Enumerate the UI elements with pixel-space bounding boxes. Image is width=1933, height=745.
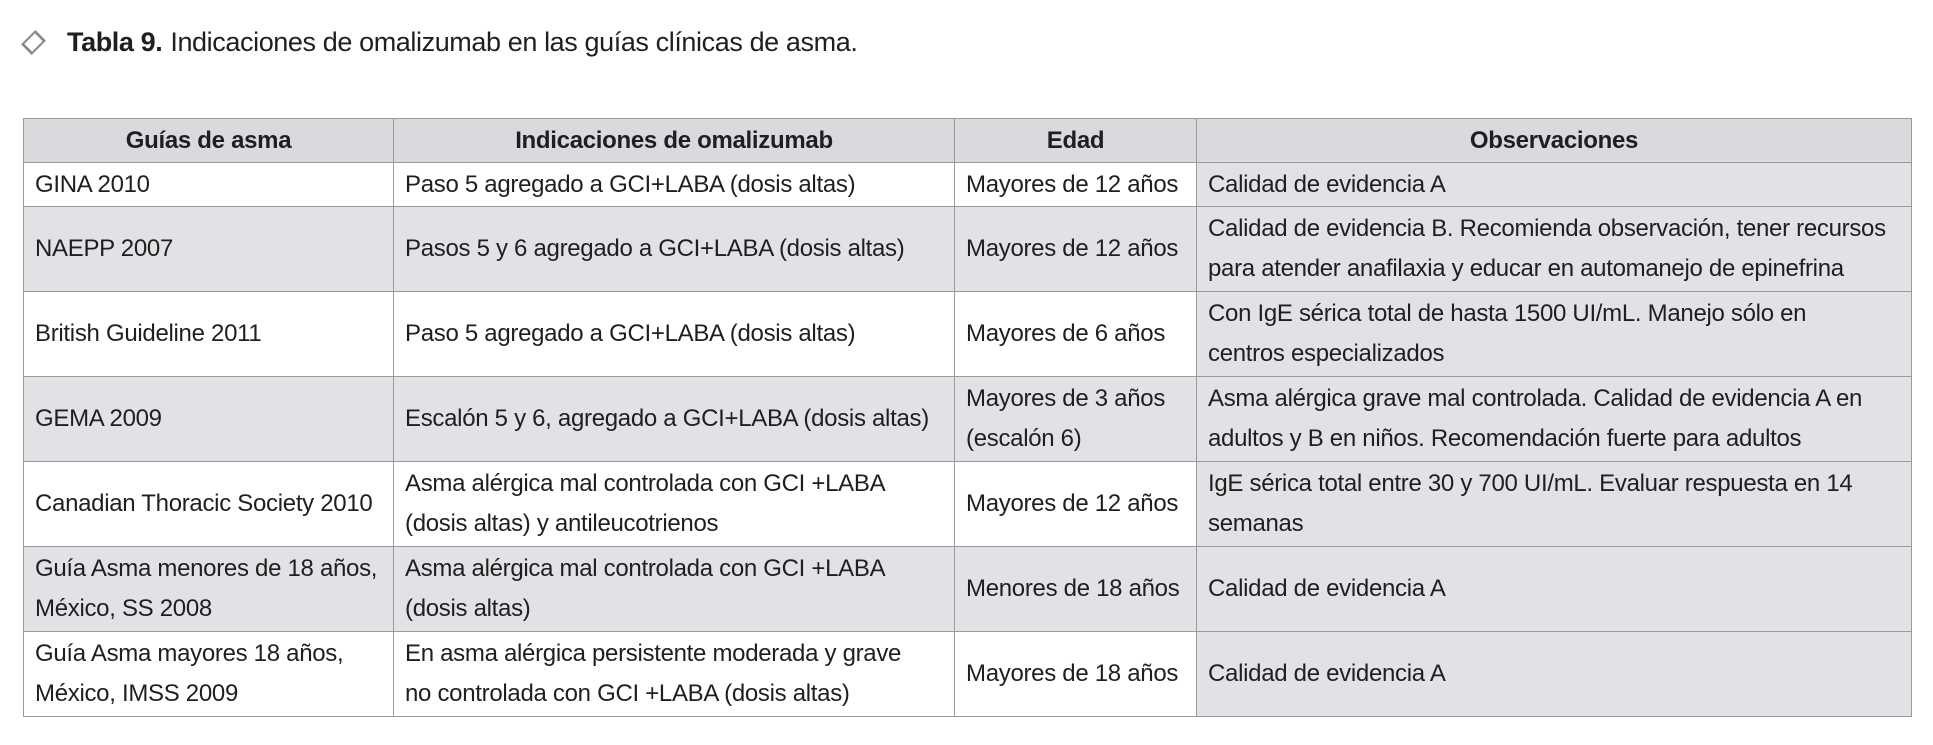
cell-text-line: Paso 5 agregado a GCI+LABA (dosis altas) (405, 320, 856, 347)
cell-edad (955, 207, 1197, 292)
table-caption (22, 20, 857, 64)
cell-observaciones (1197, 632, 1912, 717)
header-observaciones: Observaciones (1197, 119, 1912, 163)
cell-text-line: Mayores de 18 años (966, 660, 1179, 687)
cell-text-line: Calidad de evidencia A (1208, 575, 1446, 602)
cell-indicacion (394, 632, 955, 717)
table-row (24, 547, 1912, 632)
table-title: Indicaciones de omalizumab en las guías clínicas de asma. (170, 26, 858, 57)
cell-text-line: Asma alérgica mal controlada con GCI +LABA (405, 470, 886, 497)
table-row (24, 632, 1912, 717)
cell-indicacion (394, 377, 955, 462)
cell-text-line: NAEPP 2007 (35, 235, 173, 262)
cell-text-line: GINA 2010 (35, 170, 150, 198)
table-row (24, 292, 1912, 377)
cell-text-line: Pasos 5 y 6 agregado a GCI+LABA (dosis altas) (405, 235, 905, 262)
cell-observaciones (1197, 207, 1912, 292)
table-header-row (24, 119, 1912, 163)
header-guias: Guías de asma (24, 119, 394, 163)
cell-indicacion (394, 163, 955, 207)
cell-observaciones (1197, 462, 1912, 547)
cell-edad (955, 163, 1197, 207)
cell-text-line: Guía Asma mayores 18 años, (35, 640, 344, 667)
cell-indicacion (394, 462, 955, 547)
cell-text-line: Mayores de 3 años (966, 385, 1166, 412)
cell-indicacion (394, 207, 955, 292)
cell-text-line: Mayores de 12 años (966, 490, 1179, 517)
cell-guia (24, 163, 394, 207)
cell-edad (955, 377, 1197, 462)
cell-edad (955, 547, 1197, 632)
cell-indicacion (394, 292, 955, 377)
diamond-bullet-icon (21, 30, 46, 55)
cell-text-line: British Guideline 2011 (35, 320, 262, 347)
cell-text-line: (dosis altas) (405, 595, 531, 622)
cell-edad (955, 632, 1197, 717)
cell-guia (24, 207, 394, 292)
cell-text-line: Con IgE sérica total de hasta 1500 UI/mL. Manejo sólo en (1208, 300, 1807, 327)
header-indicaciones: Indicaciones de omalizumab (394, 119, 955, 163)
cell-edad (955, 292, 1197, 377)
cell-text-line: Calidad de evidencia A (1208, 660, 1446, 687)
cell-observaciones (1197, 292, 1912, 377)
cell-indicacion (394, 547, 955, 632)
table-row (24, 207, 1912, 292)
cell-text-line: para atender anafilaxia y educar en automanejo de epinefrina (1208, 255, 1844, 282)
cell-guia (24, 292, 394, 377)
cell-guia (24, 632, 394, 717)
omalizumab-guidelines-table (23, 118, 1912, 717)
cell-text-line: no controlada con GCI +LABA (dosis altas) (405, 680, 850, 707)
cell-text-line: En asma alérgica persistente moderada y grave (405, 640, 902, 667)
table-row (24, 462, 1912, 547)
cell-text-line: Guía Asma menores de 18 años, (35, 555, 378, 582)
cell-text-line: Menores de 18 años (966, 575, 1180, 602)
cell-text-line: Mayores de 12 años (966, 235, 1179, 262)
cell-edad (955, 462, 1197, 547)
cell-observaciones (1197, 163, 1912, 207)
cell-text-line: Calidad de evidencia B. Recomienda observación, tener recursos (1208, 215, 1886, 242)
cell-text-line: Calidad de evidencia A (1208, 170, 1446, 198)
cell-text-line: GEMA 2009 (35, 405, 162, 432)
header-edad: Edad (955, 119, 1197, 163)
table-row (24, 163, 1912, 207)
cell-text-line: Asma alérgica grave mal controlada. Calidad de evidencia A en (1208, 385, 1863, 412)
cell-text-line: Mayores de 6 años (966, 320, 1166, 347)
cell-text-line: (dosis altas) y antileucotrienos (405, 510, 719, 537)
table-body (24, 163, 1912, 717)
cell-text-line: México, SS 2008 (35, 595, 212, 622)
cell-text-line: Escalón 5 y 6, agregado a GCI+LABA (dosis altas) (405, 405, 929, 432)
cell-text-line: IgE sérica total entre 30 y 700 UI/mL. Evaluar respuesta en 14 (1208, 470, 1853, 497)
cell-text-line: (escalón 6) (966, 425, 1082, 452)
cell-guia (24, 462, 394, 547)
table-label: Tabla 9. (67, 26, 163, 57)
cell-observaciones (1197, 547, 1912, 632)
cell-text-line: Paso 5 agregado a GCI+LABA (dosis altas) (405, 170, 856, 198)
cell-guia (24, 377, 394, 462)
cell-text-line: centros especializados (1208, 340, 1445, 367)
cell-text-line: adultos y B en niños. Recomendación fuerte para adultos (1208, 425, 1802, 452)
cell-text-line: Asma alérgica mal controlada con GCI +LABA (405, 555, 886, 582)
cell-text-line: semanas (1208, 510, 1304, 537)
table-row (24, 377, 1912, 462)
cell-text-line: México, IMSS 2009 (35, 680, 238, 707)
cell-observaciones (1197, 377, 1912, 462)
cell-text-line: Canadian Thoracic Society 2010 (35, 490, 373, 517)
cell-guia (24, 547, 394, 632)
cell-text-line: Mayores de 12 años (966, 170, 1179, 198)
